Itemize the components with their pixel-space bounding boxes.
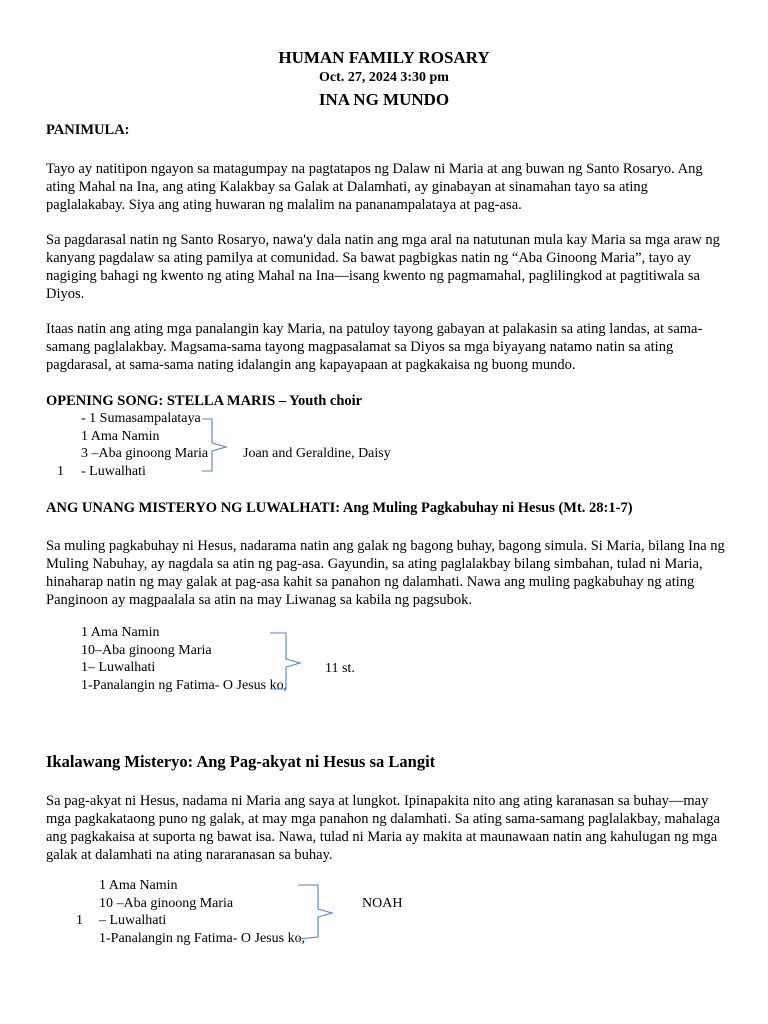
prayer-item-number: 1	[57, 464, 64, 479]
prayer-item: 1-Panalangin ng Fatima- O Jesus ko,	[99, 931, 306, 946]
intro-heading: PANIMULA:	[46, 122, 130, 138]
mystery-2-heading: Ikalawang Misteryo: Ang Pag-akyat ni Hesus sa Langit	[46, 752, 436, 771]
document-subtitle: INA NG MUNDO	[318, 90, 450, 109]
intro-paragraph-3: Itaas natin ang ating mga panalangin kay Maria, na patuloy tayong gabayan at palakasin sa ating landas, at sama-samang paglalakbay. Magsama-sama tayong magpasalamat sa Diyos sa mga biyayang natamo natin sa ating pagdarasal, at sama-sama nating idalangin ang kapayapaan at pagkakaisa ng buong mundo.	[46, 321, 703, 373]
prayer-item: – Luwalhati	[99, 913, 167, 928]
document-title: HUMAN FAMILY ROSARY	[278, 48, 490, 67]
prayer-item: 1– Luwalhati	[81, 660, 156, 675]
opening-song-heading: OPENING SONG: STELLA MARIS – Youth choir	[46, 393, 363, 409]
assigned-readers: Joan and Geraldine, Daisy	[243, 446, 391, 461]
event-date: Oct. 27, 2024 3:30 pm	[319, 70, 449, 85]
intro-paragraph-2: Sa pagdarasal natin ng Santo Rosaryo, nawa'y dala natin ang mga aral na natutunan mula kay Maria sa mga araw ng kanyang pagdalaw sa ating pamilya at comunidad. Sa bawat pagbigkas natin ng “Aba Ginoong Maria”, tayo ay nagiging bahagi ng kwento ng ating Mahal na Ina—isang kwento ng pagmamahal, paglilingkod at pagtitiwala sa Diyos.	[46, 232, 720, 302]
prayer-item: 1-Panalangin ng Fatima- O Jesus ko,	[81, 678, 288, 693]
bracket-brace	[196, 417, 236, 475]
mystery-1-paragraph: Sa muling pagkabuhay ni Hesus, nadarama natin ang galak ng bagong buhay, bagong simula. Si Maria, bilang Ina ng Muling Nabuhay, ay nagdala sa atin ng pag-asa. Gayundin, sa ating paglalakbay bilang simbahan, tulad ni Maria, hinaharap natin ng may galak at pag-asa kahit sa panahon ng dalamhati. Nawa ang muling pagkabuhay ng ating Panginoon ay magpaalala sa atin na may Liwanag sa kabila ng pagsubok.	[46, 538, 725, 608]
prayer-item: 1 Ama Namin	[99, 878, 178, 893]
prayer-item-number: 1	[76, 913, 83, 928]
bracket-brace	[294, 883, 342, 943]
mystery-1-heading: ANG UNANG MISTERYO NG LUWALHATI: Ang Muling Pagkabuhay ni Hesus (Mt. 28:1-7)	[46, 500, 633, 516]
prayer-item: 10 –Aba ginoong Maria	[99, 896, 234, 911]
intro-paragraph-1: Tayo ay natitipon ngayon sa matagumpay na pagtatapos ng Dalaw ni Maria at ang buwan ng Santo Rosaryo. Ang ating Mahal na Ina, ang ating Kalakbay sa Galak at Dalamhati, ay ginabayan at sinamahan tayo sa ating paglalakabay. Siya ang ating huwaran ng malalim na pananampalataya at pag-asa.	[46, 161, 703, 213]
mystery-2-paragraph: Sa pag-akyat ni Hesus, nadama ni Maria ang saya at lungkot. Ipinapakita nito ang ating karanasan sa buhay—may mga pagkakataong puno ng galak, at may mga panahon ng dalamhati. Sa ating sama-samang paglalakbay, mahalaga ang pagkakaisa at suporta ng bawat isa. Nawa, tulad ni Maria ay makita at maunawaan natin ang kahulugan ng mga galak at dalamhati na ating nararanasan sa buhay.	[46, 793, 720, 863]
assigned-readers: 11 st.	[325, 661, 355, 676]
prayer-item: - 1 Sumasampalataya	[81, 411, 201, 426]
prayer-item: 1 Ama Namin	[81, 625, 160, 640]
assigned-readers: NOAH	[362, 896, 403, 911]
prayer-item: 3 –Aba ginoong Maria	[81, 446, 209, 461]
prayer-item: 10–Aba ginoong Maria	[81, 643, 212, 658]
prayer-item: 1 Ama Namin	[81, 429, 160, 444]
prayer-item: - Luwalhati	[81, 464, 146, 479]
bracket-brace	[266, 631, 310, 693]
